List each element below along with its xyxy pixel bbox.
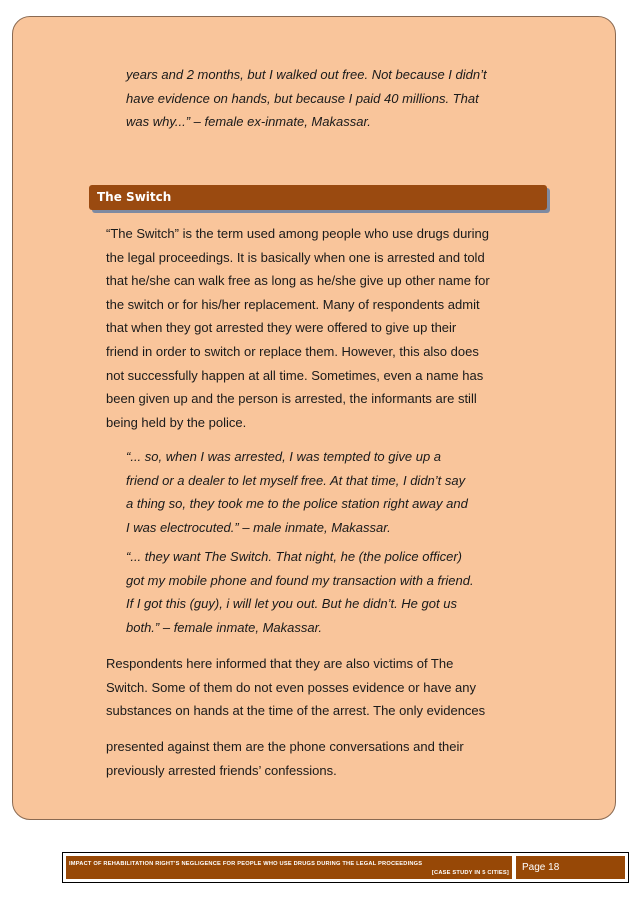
quote-female-inmate — [126, 545, 548, 639]
text-line: Respondents here informed that they are also victims of The — [106, 656, 454, 671]
text-line: “... so, when I was arrested, I was tempted to give up a — [126, 449, 442, 464]
text-line: that he/she can walk free as long as he/she give up other name for — [106, 273, 490, 289]
text-line: friend or a dealer to let myself free. At that time, I didn’t say — [126, 472, 466, 488]
text-line: got my mobile phone and found my transaction with a friend. — [126, 572, 474, 588]
text-line: years and 2 months, but I walked out free. Not because I didn’t — [126, 67, 487, 82]
footer-divider — [512, 856, 516, 879]
footer-subtitle-line: [CASE STUDY IN 5 CITIES] — [431, 870, 509, 876]
text-line: the legal proceedings. It is basically when one is arrested and told — [106, 249, 485, 265]
text-line: “... they want The Switch. That night, he (the police officer) — [126, 549, 462, 564]
text-line: “The Switch” is the term used among people who use drugs during — [106, 226, 489, 241]
page-number: Page 18 — [522, 862, 560, 873]
text-line: Switch. Some of them do not even posses evidence or have any — [106, 679, 476, 695]
text-line: have evidence on hands, but because I paid 40 millions. That — [126, 90, 479, 106]
text-line: not successfully happen at all time. Sometimes, even a name has — [106, 367, 484, 383]
quote-intro — [126, 63, 548, 134]
text-line: previously arrested friends’ confessions. — [106, 762, 337, 778]
text-line: both.” – female inmate, Makassar. — [126, 619, 323, 635]
page-footer — [62, 852, 629, 883]
text-line: that when they got arrested they were offered to give up their — [106, 320, 457, 336]
footer-band — [66, 856, 625, 879]
footer-document-title — [69, 860, 509, 878]
footer-title-line: IMPACT OF REHABILITATION RIGHT’S NEGLIGENCE FOR PEOPLE WHO USE DRUGS DURING THE LEGAL PROCEEDINGS — [69, 861, 423, 867]
text-line: friend in order to switch or replace them. However, this also does — [106, 343, 479, 359]
text-line: being held by the police. — [106, 414, 247, 430]
paragraph-switch-definition — [106, 222, 548, 434]
section-header-bar — [89, 185, 547, 210]
text-line: substances on hands at the time of the arrest. The only evidences — [106, 703, 486, 719]
paragraph-victims — [106, 652, 548, 723]
text-line: I was electrocuted.” – male inmate, Makassar. — [126, 519, 391, 535]
paragraph-evidence — [106, 735, 548, 782]
text-line: a thing so, they took me to the police station right away and — [126, 496, 468, 512]
text-line: If I got this (guy), i will let you out. But he didn’t. He got us — [126, 596, 457, 612]
text-line: been given up and the person is arrested, the informants are still — [106, 391, 477, 407]
text-line: presented against them are the phone conversations and their — [106, 739, 464, 754]
section-title: The Switch — [97, 190, 172, 204]
text-line: was why...” – female ex-inmate, Makassar. — [126, 114, 371, 130]
text-line: the switch or for his/her replacement. Many of respondents admit — [106, 296, 480, 312]
quote-male-inmate — [126, 445, 548, 539]
